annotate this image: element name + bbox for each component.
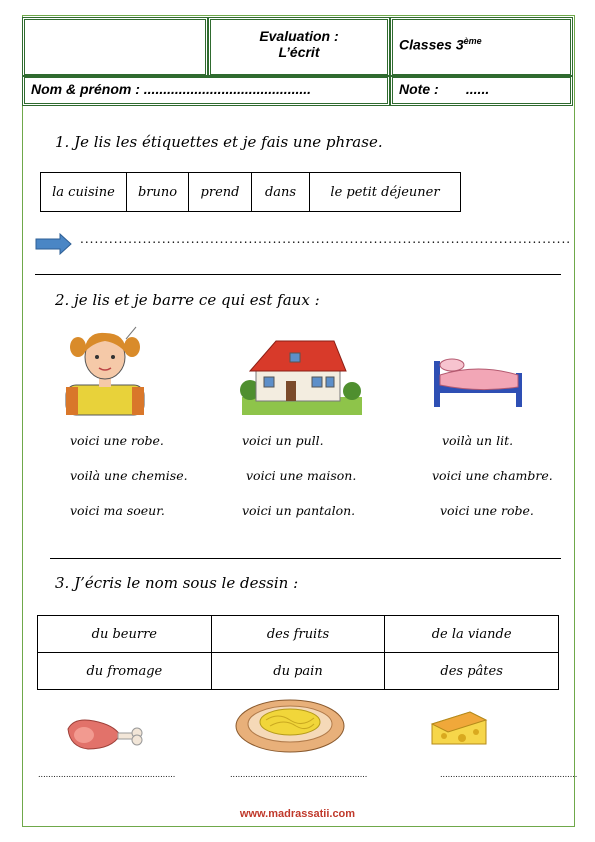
arrow-right-icon [36, 234, 72, 254]
sentence: voici ma soeur. [70, 503, 165, 518]
note-field: Note : ...... [399, 81, 490, 97]
sentence: voici une robe. [440, 503, 534, 518]
q2-title: 2. je lis et je barre ce qui est faux : [55, 291, 320, 309]
food-word: du pain [211, 653, 385, 690]
answer-blank: ...................................................... [38, 770, 176, 779]
sentence: voilà une chemise. [70, 468, 188, 483]
header-note-box [390, 75, 573, 106]
eval-subtitle: L’écrit [278, 44, 320, 60]
answer-blank: ...................................................... [230, 770, 368, 779]
pasta-plate-illustration [234, 698, 346, 754]
food-words-table [37, 615, 559, 690]
q1-answer-line: ...................................................................................................... [80, 232, 572, 246]
section-divider [35, 274, 561, 275]
cheese-illustration [430, 710, 488, 746]
word-labels-row [40, 172, 461, 212]
classes-text: Classes 3 [399, 36, 464, 53]
word-label: prend [189, 173, 252, 211]
food-word: de la viande [385, 616, 559, 653]
food-word: des fruits [211, 616, 385, 653]
word-label: le petit déjeuner [330, 184, 440, 200]
q3-title: 3. J’écris le nom sous le dessin : [55, 574, 299, 592]
food-word: du beurre [38, 616, 212, 653]
girl-illustration [66, 325, 146, 415]
table-row [38, 653, 559, 690]
sentence: voici une maison. [246, 468, 357, 483]
word-label: bruno [127, 173, 189, 211]
eval-title: Evaluation : [259, 28, 339, 44]
sentence: voici une chambre. [432, 468, 553, 483]
answer-blank: ...................................................... [440, 770, 578, 779]
header-name-box [22, 75, 390, 106]
word-label: la cuisine [41, 173, 127, 211]
sentence: voilà un lit. [442, 433, 514, 448]
footer-url[interactable]: www.madrassatii.com [239, 808, 356, 820]
classes-label [399, 36, 570, 53]
food-word: des pâtes [385, 653, 559, 690]
header-eval-box [208, 17, 390, 77]
header-blank-box [22, 17, 208, 77]
sentence: voici une robe. [70, 433, 164, 448]
house-illustration [242, 335, 362, 415]
q1-title: 1. Je lis les étiquettes et je fais une phrase. [55, 133, 383, 151]
classes-sup: ème [463, 36, 482, 46]
sentence: voici un pantalon. [242, 503, 356, 518]
word-label: dans [252, 173, 310, 211]
table-row [38, 616, 559, 653]
header-classes-box [390, 17, 573, 77]
name-field: Nom & prénom : ........................................... [31, 81, 312, 97]
bed-illustration [428, 345, 528, 410]
sentence: voici un pull. [242, 433, 324, 448]
section-divider [50, 558, 561, 559]
ham-illustration [64, 715, 146, 755]
food-word: du fromage [38, 653, 212, 690]
